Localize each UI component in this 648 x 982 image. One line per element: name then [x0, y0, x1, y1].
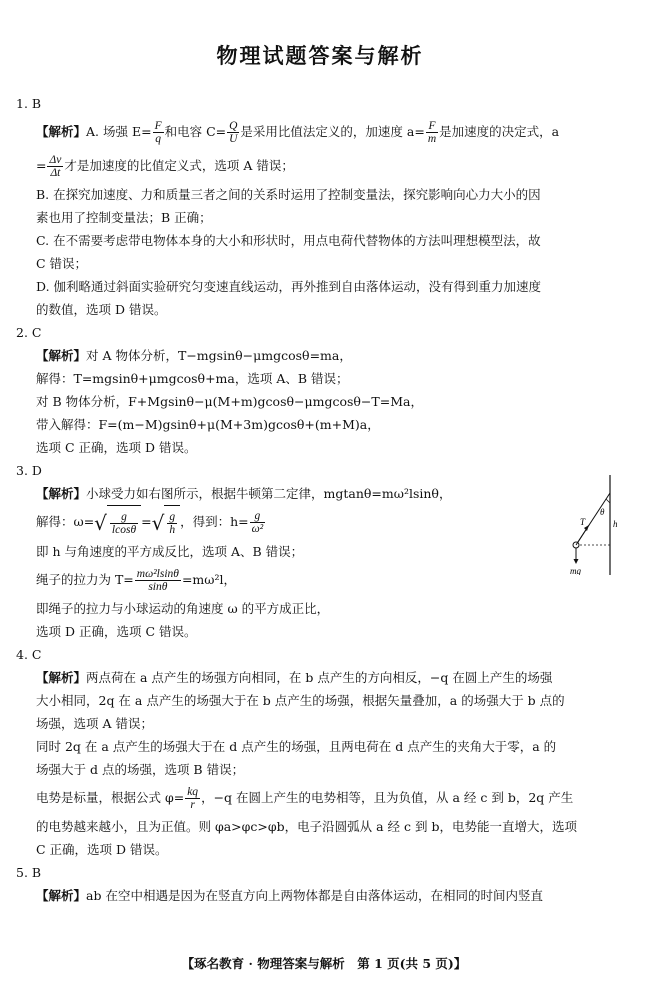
- text-span: =: [141, 514, 152, 529]
- fraction: $\frac{Q}{U}$: [229, 120, 238, 145]
- analysis-line: D. 伽利略通过斜面实验研究匀变速直线运动，再外推到自由落体运动，没有得到重力加速度: [36, 279, 542, 294]
- text-span: ，−q 在圆上产生的电势相等，且为负值，从 a 经 c 到 b，2q 产生: [201, 790, 574, 805]
- text-span: ab 在空中相遇是因为在竖直方向上两物体都是自由落体运动，在相同的时间内竖直: [86, 888, 543, 903]
- square-root: [94, 505, 141, 540]
- text-span: 电势是标量，根据公式 φ=: [36, 790, 185, 805]
- analysis-line: 选项 D 正确，选项 C 错误。: [36, 624, 197, 639]
- analysis-line: 素也用了控制变量法；B 正确；: [36, 210, 212, 225]
- analysis-line: C 正确，选项 D 错误。: [36, 842, 168, 857]
- analysis-line: 的数值，选项 D 错误。: [36, 302, 167, 317]
- fraction: $\frac{F}{q}$: [154, 120, 162, 145]
- analysis-line: [36, 344, 630, 367]
- fraction: $\frac{F}{m}$: [427, 120, 437, 145]
- text-span: 两点荷在 a 点产生的场强方向相同，在 b 点产生的方向相反，−q 在圆上产生的场强: [86, 670, 553, 685]
- question-5: [10, 861, 630, 907]
- answer-4: 4. C: [16, 647, 42, 662]
- analysis-tag: 【解析】: [36, 486, 87, 501]
- question-4: [10, 643, 630, 861]
- radical-sign: √: [151, 510, 165, 535]
- text-span: 小球受力如右图所示，根据牛顿第二定律，mgtanθ=mω²lsinθ，: [86, 486, 452, 501]
- fraction: $\frac{\text{mω²lsinθ}}{\sin\theta}$: [136, 568, 179, 593]
- analysis-line: B. 在探究加速度、力和质量三者之间的关系时运用了控制变量法，探究影响向心力大小的因: [36, 187, 541, 202]
- analysis-line: [36, 505, 630, 540]
- question-1: [10, 92, 630, 321]
- radicand: [107, 505, 141, 540]
- analysis-tag: 【解析】: [36, 124, 87, 139]
- analysis-line: 大小相同，2q 在 a 点产生的场强大于在 b 点产生的场强，根据矢量叠加，a 的场强大于 b 点的: [36, 693, 565, 708]
- answer-1: 1. B: [16, 96, 42, 111]
- label-height: h: [613, 519, 618, 529]
- text-span: A. 场强 E=: [86, 124, 152, 139]
- text-span: 才是加速度的比值定义式，选项 A 错误；: [64, 158, 294, 173]
- fraction: $\frac{g}{h}$: [169, 511, 176, 536]
- radicand: [164, 505, 180, 540]
- answer-2: 2. C: [16, 325, 42, 340]
- analysis-line: 同时 2q 在 a 点产生的场强大于在 d 点产生的场强，且两电荷在 d 点产生的夹角大于零，a 的: [36, 739, 557, 754]
- answer-5: 5. B: [16, 865, 42, 880]
- analysis-3: [10, 482, 630, 643]
- answer-3: 3. D: [16, 463, 42, 478]
- page-footer: 【琢名教育 · 物理答案与解析 第 1 页(共 5 页)】: [181, 956, 467, 971]
- text-span: 绳子的拉力为 T=: [36, 572, 134, 587]
- analysis-line: 即 h 与角速度的平方成反比，选项 A、B 错误；: [36, 544, 304, 559]
- analysis-1: [10, 115, 630, 321]
- analysis-line: [36, 884, 630, 907]
- analysis-line: 的电势越来越小，且为正值。则 φa>φc>φb，电子沿圆弧从 a 经 c 到 b，电势能一直增大，选项: [36, 819, 577, 834]
- text-span: =mω²l，: [181, 572, 236, 587]
- fraction: $\frac{kq}{r}$: [187, 786, 199, 811]
- label-weight: mg: [570, 566, 581, 575]
- text-span: 对 A 物体分析，T−mgsinθ−μmgcosθ=ma，: [86, 348, 352, 363]
- analysis-line: C 错误；: [36, 256, 88, 271]
- text-span: 解得：ω=: [36, 514, 95, 529]
- text-span: 是采用比值法定义的，加速度 a=: [240, 124, 425, 139]
- text-span: =: [36, 158, 47, 173]
- analysis-4: [10, 666, 630, 861]
- label-theta: θ: [600, 507, 605, 517]
- analysis-tag: 【解析】: [36, 670, 87, 685]
- page-title: 物理试题答案与解析: [216, 43, 424, 68]
- analysis-line: [36, 149, 630, 183]
- analysis-line: [36, 115, 630, 149]
- analysis-tag: 【解析】: [36, 348, 87, 363]
- analysis-line: 即绳子的拉力与小球运动的角速度 ω 的平方成正比，: [36, 601, 330, 616]
- question-2: [10, 321, 630, 459]
- analysis-line: [36, 563, 630, 597]
- text-span: 和电容 C=: [164, 124, 227, 139]
- question-3: [10, 459, 630, 643]
- text-span: 是加速度的决定式，a: [439, 124, 560, 139]
- fraction: $\frac{g}{lcos\theta}$: [111, 511, 137, 536]
- analysis-line: 对 B 物体分析，F+Mgsinθ−μ(M+m)gcosθ−μmgcosθ−T=Ma，: [36, 394, 423, 409]
- square-root: [152, 505, 181, 540]
- analysis-5: [10, 884, 630, 907]
- analysis-line: [36, 482, 630, 505]
- text-span: ，得到：h=: [180, 514, 249, 529]
- analysis-line: C. 在不需要考虑带电物体本身的大小和形状时，用点电荷代替物体的方法叫理想模型法，故: [36, 233, 541, 248]
- analysis-line: [36, 666, 630, 689]
- analysis-line: 选项 C 正确，选项 D 错误。: [36, 440, 197, 455]
- analysis-line: 带入解得：F=(m−M)gsinθ+μ(M+3m)gcosθ+(m+M)a，: [36, 417, 380, 432]
- fraction: $\frac{g}{\text{ω²}}$: [251, 510, 264, 535]
- conical-pendulum-figure: [562, 475, 622, 575]
- analysis-tag: 【解析】: [36, 888, 87, 903]
- arrow-head: [574, 559, 579, 564]
- analysis-line: [36, 781, 630, 815]
- fraction: $\frac{\Delta v}{\Delta t}$: [49, 154, 62, 179]
- analysis-2: [10, 344, 630, 459]
- analysis-line: 场强，选项 A 错误；: [36, 716, 153, 731]
- label-tension: T: [580, 517, 586, 527]
- radical-sign: √: [94, 510, 107, 535]
- analysis-line: 解得：T=mgsinθ+μmgcosθ+ma，选项 A、B 错误；: [36, 371, 349, 386]
- analysis-line: 场强大于 d 点的场强，选项 B 错误；: [36, 762, 245, 777]
